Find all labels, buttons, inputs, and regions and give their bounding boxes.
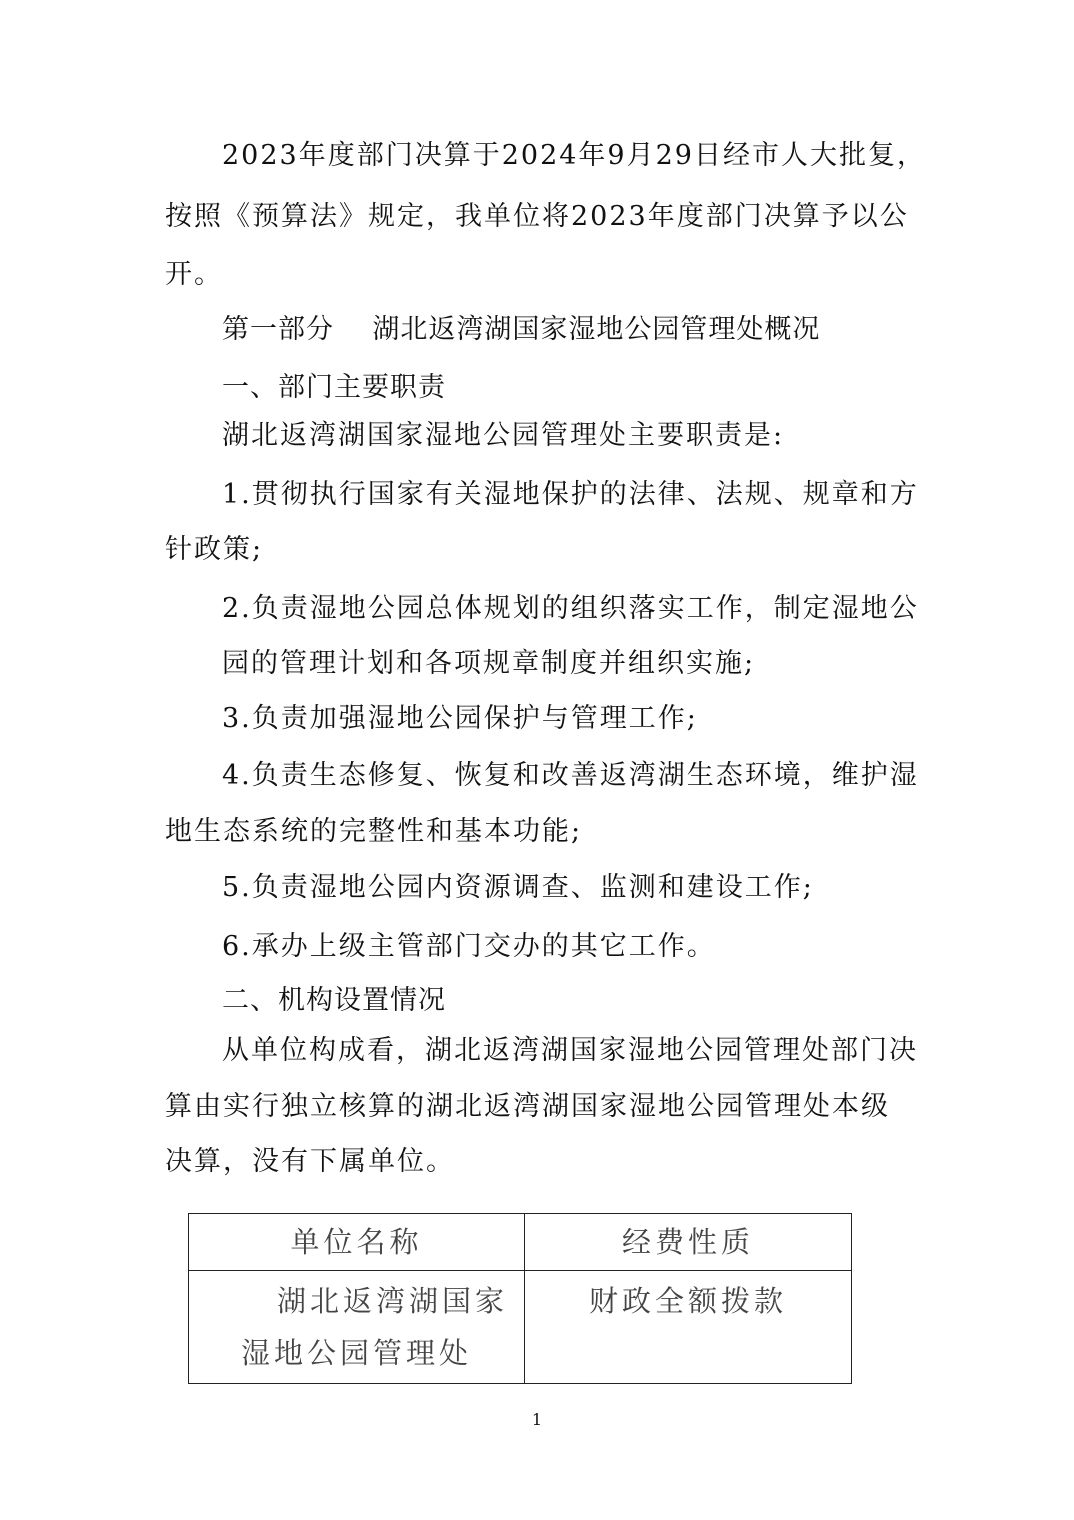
unit-name-line-2: 湿地公园管理处 [241, 1336, 473, 1370]
duty-item-1-line-2: 针政策; [165, 534, 264, 565]
duty-item-5: 5.负责湿地公园内资源调查、监测和建设工作; [222, 872, 814, 903]
duties-lead: 湖北返湾湖国家湿地公园管理处主要职责是: [222, 420, 785, 451]
duty-item-6: 6.承办上级主管部门交办的其它工作。 [222, 931, 716, 962]
cell-unit-name [189, 1271, 525, 1384]
section-one-heading: 一、部门主要职责 [222, 372, 446, 403]
intro-line-1: 2023年度部门决算于2024年9月29日经市人大批复， [222, 140, 926, 171]
unit-table [188, 1213, 852, 1384]
header-funding-type: 经费性质 [525, 1214, 852, 1271]
duty-item-2-line-1: 2.负责湿地公园总体规划的组织落实工作，制定湿地公 [222, 593, 919, 624]
cell-funding-type: 财政全额拨款 [525, 1271, 852, 1384]
duty-item-1-line-1: 1.贯彻执行国家有关湿地保护的法律、法规、规章和方 [222, 479, 919, 510]
header-unit-name: 单位名称 [189, 1214, 525, 1271]
unit-name-line-1: 湖北返湾湖国家 [277, 1284, 509, 1318]
intro-line-3: 开。 [165, 259, 223, 290]
duty-item-3: 3.负责加强湿地公园保护与管理工作; [222, 703, 698, 734]
duty-item-4-line-2: 地生态系统的完整性和基本功能; [165, 816, 583, 847]
intro-line-2: 按照《预算法》规定，我单位将2023年度部门决算予以公 [165, 201, 909, 232]
section-two-heading: 二、机构设置情况 [222, 985, 446, 1016]
org-para-line-3: 决算，没有下属单位。 [165, 1146, 455, 1177]
page-number: 1 [531, 1410, 543, 1429]
part-one-title: 第一部分 湖北返湾湖国家湿地公园管理处概况 [222, 314, 821, 345]
duty-item-4-line-1: 4.负责生态修复、恢复和改善返湾湖生态环境，维护湿 [222, 760, 919, 791]
table-row [189, 1271, 852, 1384]
org-para-line-1: 从单位构成看，湖北返湾湖国家湿地公园管理处部门决 [222, 1035, 918, 1066]
table-header-row [189, 1214, 852, 1271]
org-para-line-2: 算由实行独立核算的湖北返湾湖国家湿地公园管理处本级 [165, 1091, 890, 1122]
duty-item-2-line-2: 园的管理计划和各项规章制度并组织实施; [222, 648, 756, 679]
